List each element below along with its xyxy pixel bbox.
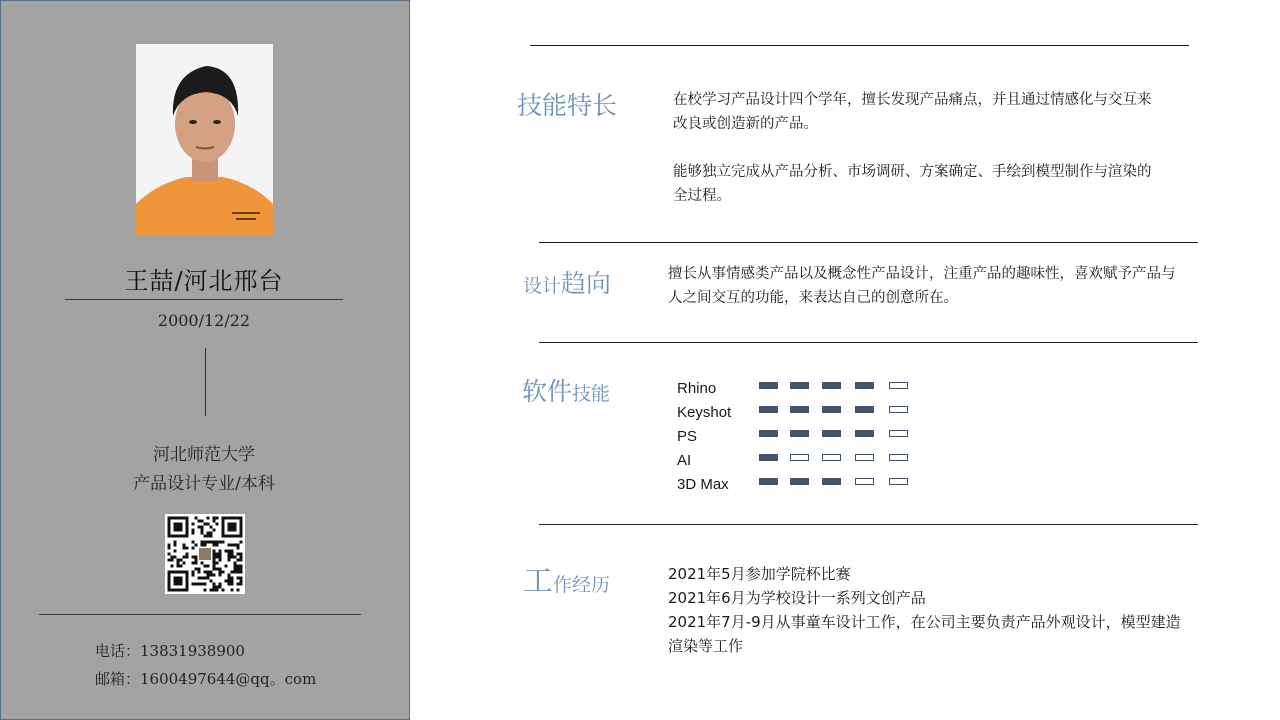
title-text: 设计 — [523, 275, 562, 297]
skill-bar-filled — [759, 478, 778, 485]
skill-bar-filled — [759, 406, 778, 413]
skill-bar-filled — [822, 382, 841, 389]
skill-level-meter — [759, 472, 911, 496]
skill-bar-empty — [790, 454, 809, 461]
skill-bar-empty — [855, 478, 874, 485]
skill-bar-filled — [855, 382, 874, 389]
experience-item: 2021年7月-9月从事童车设计工作，在公司主要负责产品外观设计，模型建造渲染等工作 — [668, 613, 1181, 655]
direction-paragraph: 擅长从事情感类产品以及概念性产品设计，注重产品的趣味性，喜欢赋予产品与人之间交互的功能，来表达自己的创意所在。 — [668, 266, 1176, 306]
skill-level-meter — [759, 376, 911, 400]
section-divider — [530, 45, 1189, 46]
software-name: Keyshot — [677, 403, 732, 421]
divider — [39, 614, 361, 615]
section-title-work — [523, 556, 610, 600]
skill-bar-filled — [822, 406, 841, 413]
skill-bar-filled — [790, 430, 809, 437]
software-row — [677, 400, 911, 424]
title-text: 趋向 — [561, 269, 612, 298]
qr-code[interactable] — [165, 514, 245, 594]
email: 邮箱：1600497644@qq。com — [95, 670, 317, 688]
title-text: 技能 — [572, 383, 611, 405]
experience-item: 2021年6月为学校设计一系列文创产品 — [668, 589, 926, 607]
skill-level-meter — [759, 448, 911, 472]
title-text: 软件 — [522, 377, 573, 406]
skill-bar-filled — [790, 382, 809, 389]
skill-bar-empty — [889, 478, 908, 485]
title-text: 工 — [523, 564, 553, 599]
software-name: PS — [677, 427, 698, 445]
skill-bar-filled — [822, 430, 841, 437]
birth-date: 2000/12/22 — [157, 311, 251, 330]
skill-bar-empty — [889, 382, 908, 389]
software-name: Rhino — [677, 379, 717, 397]
section-divider — [539, 242, 1198, 243]
skill-bar-filled — [855, 406, 874, 413]
skill-bar-empty — [855, 454, 874, 461]
skill-bar-empty — [889, 454, 908, 461]
profile-photo — [136, 44, 273, 235]
education — [61, 441, 347, 499]
skill-bar-filled — [759, 454, 778, 461]
profile-panel — [0, 0, 410, 720]
school-name: 河北师范大学 — [153, 445, 255, 465]
title-text: 技能特长 — [517, 91, 618, 120]
software-row — [677, 472, 911, 496]
skill-bar-filled — [759, 430, 778, 437]
experience-item: 2021年5月参加学院杯比赛 — [668, 565, 851, 583]
vertical-divider — [205, 348, 206, 416]
section-title-skills — [517, 86, 617, 122]
skill-level-meter — [759, 400, 911, 424]
section-divider — [539, 524, 1198, 525]
software-row — [677, 376, 911, 400]
profile-name: 王喆/河北邢台 — [124, 267, 284, 295]
contact-info — [95, 637, 316, 693]
software-row — [677, 448, 911, 472]
divider — [65, 299, 343, 300]
major: 产品设计专业/本科 — [133, 474, 275, 494]
software-row — [677, 424, 911, 448]
software-name: 3D Max — [677, 475, 729, 493]
software-name: AI — [677, 451, 692, 469]
title-text: 作经历 — [553, 574, 611, 596]
skill-bar-empty — [889, 406, 908, 413]
skill-bar-empty — [889, 430, 908, 437]
skill-bar-filled — [790, 478, 809, 485]
skill-bar-filled — [759, 382, 778, 389]
section-title-software — [522, 372, 610, 408]
phone: 电话：13831938900 — [95, 642, 245, 660]
skill-bar-filled — [790, 406, 809, 413]
skill-bar-filled — [855, 430, 874, 437]
skill-bar-filled — [822, 478, 841, 485]
skill-level-meter — [759, 424, 911, 448]
work-experience-list — [668, 562, 1188, 658]
skills-paragraph-1: 在校学习产品设计四个学年，擅长发现产品痛点，并且通过情感化与交互来改良或创造新的产品。 — [673, 92, 1152, 132]
section-title-direction — [523, 264, 611, 300]
skill-bar-empty — [822, 454, 841, 461]
section-divider — [539, 342, 1198, 343]
skills-paragraph-2: 能够独立完成从产品分析、市场调研、方案确定、手绘到模型制作与渲染的全过程。 — [673, 164, 1152, 204]
